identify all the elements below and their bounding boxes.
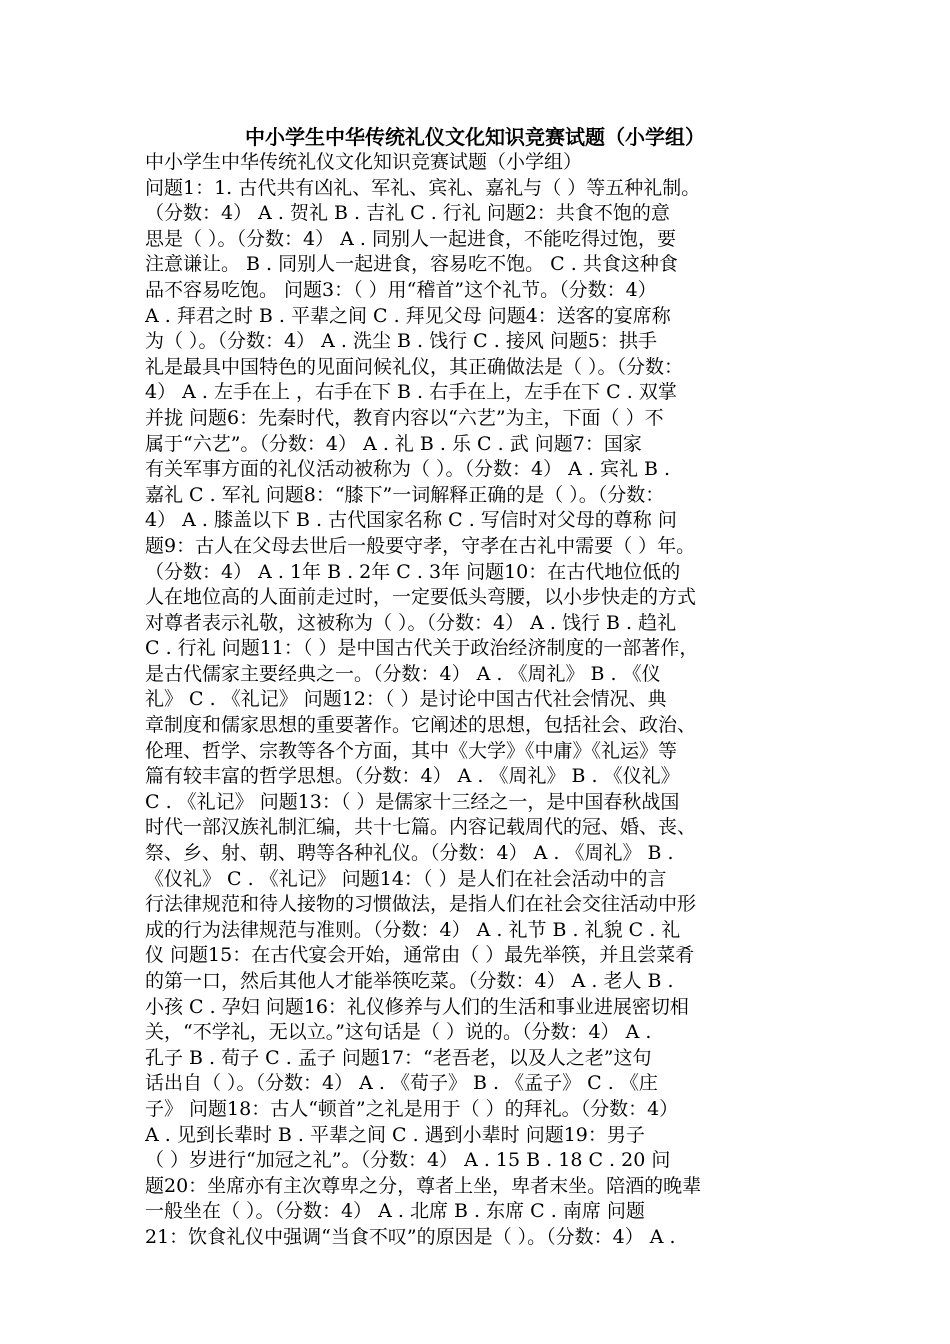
text-line: 有关军事方面的礼仪活动被称为（ ）。（分数：4） A . 宾礼 B . <box>145 458 671 481</box>
text-line: 《仪礼》 C . 《礼记》 问题14：（ ）是人们在社会活动中的言 <box>145 867 667 890</box>
text-line: （ ）岁进行“加冠之礼”。（分数：4） A . 15 B . 18 C . 20 问 <box>145 1149 671 1172</box>
text-line: C . 行礼 问题11：（ ）是中国古代关于政治经济制度的一部著作， <box>145 637 699 660</box>
text-line: A . 拜君之时 B . 平辈之间 C . 拜见父母 问题4：送客的宴席称 <box>145 304 671 327</box>
text-line: 关，“不学礼，无以立。”这句话是（ ）说的。（分数：4） A . <box>145 1021 652 1044</box>
text-line: 行法律规范和待人接物的习惯做法，是指人们在社会交往活动中形 <box>145 893 697 916</box>
text-line: 礼》 C . 《礼记》 问题12：（ ）是讨论中国古代社会情况、典 <box>145 688 667 711</box>
text-line: 并拢 问题6：先秦时代，教育内容以“六艺”为主，下面（ ）不 <box>145 406 664 429</box>
text-line: 思是（ ）。（分数：4） A . 同别人一起进食，不能吃得过饱，要 <box>145 227 677 250</box>
text-line: （分数：4） A . 1年 B . 2年 C . 3年 问题10：在古代地位低的 <box>145 560 681 583</box>
text-line: 题9：古人在父母去世后一般要守孝，守孝在古礼中需要（ ）年。 <box>145 534 696 557</box>
text-line: 中小学生中华传统礼仪文化知识竞赛试题（小学组） <box>145 151 583 173</box>
text-line: 礼是最具中国特色的见面问候礼仪，其正确做法是（ ）。（分数： <box>145 355 684 378</box>
text-line: 4） A . 膝盖以下 B . 古代国家名称 C . 写信时对父母的尊称 问 <box>145 509 677 532</box>
text-line: 品不容易吃饱。 问题3：（ ）用“稽首”这个礼节。（分数：4） <box>145 278 657 301</box>
text-line: 属于“六艺”。（分数：4） A . 礼 B . 乐 C . 武 问题7：国家 <box>145 432 642 455</box>
text-line: 孔子 B . 荀子 C . 孟子 问题17：“老吾老，以及人之老”这句 <box>145 1046 652 1069</box>
text-line: 的第一口，然后其他人才能举筷吃菜。（分数：4） A . 老人 B . <box>145 970 674 992</box>
text-line: 子》 问题18：古人“顿首”之礼是用于（ ）的拜礼。（分数：4） <box>145 1097 679 1120</box>
text-line: A . 见到长辈时 B . 平辈之间 C . 遇到小辈时 问题19：男子 <box>145 1123 645 1146</box>
document-body <box>145 150 807 1251</box>
text-line: 对尊者表示礼敬，这被称为（ ）。（分数：4） A . 饯行 B . 趋礼 <box>145 611 677 634</box>
text-line: 小孩 C . 孕妇 问题16：礼仪修养与人们的生活和事业进展密切相 <box>145 995 689 1018</box>
text-line: 仪 问题15：在古代宴会开始，通常由（ ）最先举筷，并且尝菜肴 <box>145 944 695 967</box>
text-line: 嘉礼 C . 军礼 问题8：“膝下”一词解释正确的是（ ）。（分数： <box>145 483 665 506</box>
text-line: 人在地位高的人面前走过时，一定要低头弯腰，以小步快走的方式 <box>145 586 697 609</box>
text-line: 是古代儒家主要经典之一。（分数：4） A . 《周礼》 B . 《仪 <box>145 662 661 685</box>
text-line: （分数：4） A . 贺礼 B . 吉礼 C . 行礼 问题2：共食不饱的意 <box>145 202 670 225</box>
document-title: 中小学生中华传统礼仪文化知识竞赛试题（小学组） <box>245 125 705 149</box>
text-line: 为（ ）。（分数：4） A . 洗尘 B . 饯行 C . 接风 问题5：拱手 <box>145 330 657 353</box>
text-line: 章制度和儒家思想的重要著作。它阐述的思想，包括社会、政治、 <box>145 714 697 737</box>
text-line: C . 《礼记》 问题13：（ ）是儒家十三经之一，是中国春秋战国 <box>145 790 680 813</box>
text-line: 题20：坐席亦有主次尊卑之分，尊者上坐，卑者末坐。陪酒的晚辈 <box>145 1174 702 1197</box>
text-line: 成的行为法律规范与准则。（分数：4） A . 礼节 B . 礼貌 C . 礼 <box>145 918 681 941</box>
text-line: 伦理、哲学、宗教等各个方面，其中《大学》《中庸》《礼运》等 <box>145 739 678 762</box>
text-line: 4） A . 左手在上 ，右手在下 B . 右手在上，左手在下 C . 双掌 <box>145 381 677 404</box>
text-line: 问题1：1. 古代共有凶礼、军礼、宾礼、嘉礼与（ ）等五种礼制。 <box>145 176 701 199</box>
text-line: 祭、乡、射、朝、聘等各种礼仪。（分数：4） A . 《周礼》 B . <box>145 842 674 865</box>
text-line: 注意谦让。 B . 同别人一起进食，容易吃不饱。 C . 共食这种食 <box>145 253 678 276</box>
text-line: 篇有较丰富的哲学思想。（分数：4） A . 《周礼》 B . 《仪礼》 <box>145 765 680 788</box>
text-line: 话出自（ ）。（分数：4） A . 《荀子》 B . 《孟子》 C . 《庄 <box>145 1072 658 1095</box>
text-line: 时代一部汉族礼制汇编，共十七篇。内容记载周代的冠、婚、丧、 <box>145 816 697 839</box>
text-line: 一般坐在（ ）。（分数：4） A . 北席 B . 东席 C . 南席 问题 <box>145 1200 645 1223</box>
text-line: 21：饮食礼仪中强调“当食不叹”的原因是（ ）。（分数：4） A . <box>145 1225 676 1248</box>
